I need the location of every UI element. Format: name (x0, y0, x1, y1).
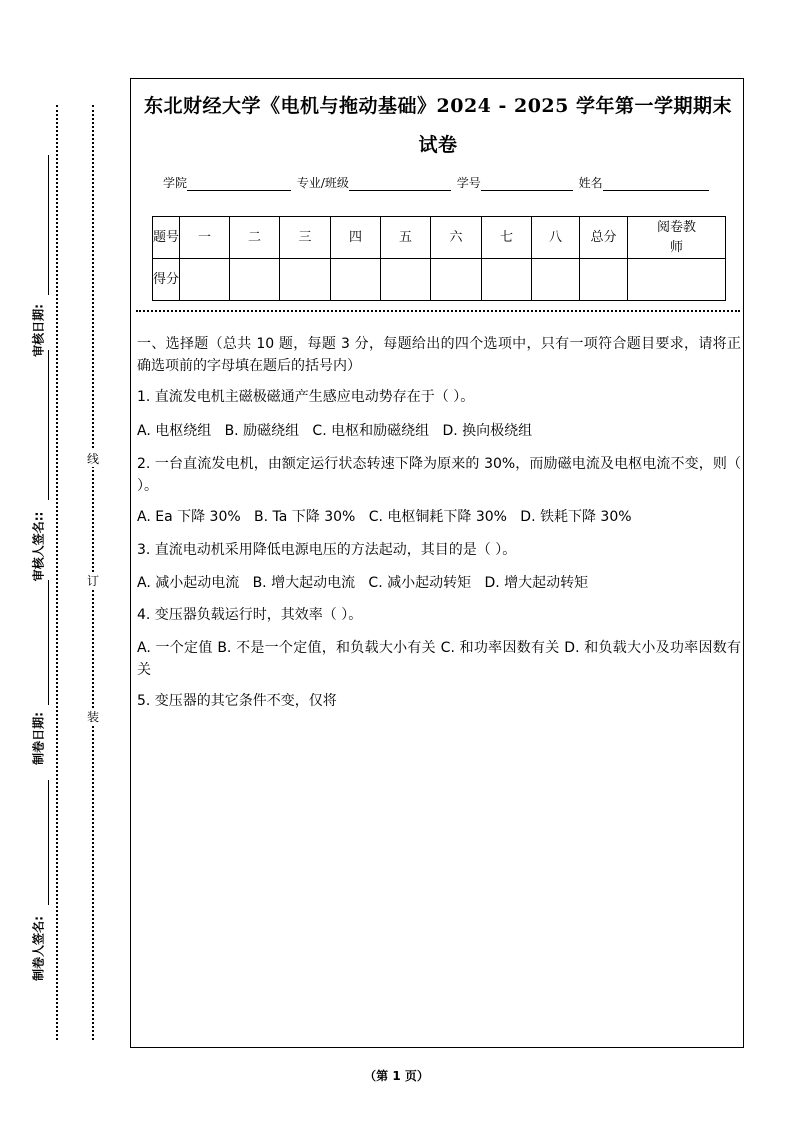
score-cell[interactable] (431, 259, 482, 301)
question-4-options: A. 一个定值 B. 不是一个定值，和负载大小有关 C. 和功率因数有关 D. 和负载大小及功率因数有关 (137, 640, 741, 678)
score-table-header-row (153, 217, 726, 259)
reviewer-signature-line (48, 350, 49, 500)
reviewer-signature-label: 审核人签名:: (31, 511, 46, 582)
review-date-line (48, 155, 49, 295)
question-3-options: A. 减小起动电流 B. 增大起动电流 C. 减小起动转矩 D. 增大起动转矩 (137, 575, 589, 591)
question-5-stem: 5. 变压器的其它条件不变，仅将 (137, 693, 337, 709)
score-table-header: 六 (431, 217, 482, 259)
question-2-stem: 2. 一台直流发电机，由额定运行状态转速下降为原来的 30%，而励磁电流及电枢电流不变，则（ ）。 (137, 456, 741, 494)
score-table-row-label: 题号 (153, 217, 180, 259)
score-cell[interactable] (628, 259, 726, 301)
name-blank[interactable] (603, 178, 709, 191)
score-cell[interactable] (532, 259, 580, 301)
compile-date-label: 制卷日期: (31, 712, 46, 765)
score-cell[interactable] (381, 259, 431, 301)
score-table-header: 二 (230, 217, 280, 259)
score-table-header: 阅卷教师 (628, 217, 726, 259)
question-3-stem: 3. 直流电动机采用降低电源电压的方法起动，其目的是（ ）。 (137, 542, 517, 558)
section-divider (136, 310, 740, 312)
score-cell[interactable] (331, 259, 381, 301)
compile-date-line (48, 580, 49, 705)
exam-frame (130, 78, 744, 1048)
bind-char: 装 (86, 710, 99, 724)
student-id-blank[interactable] (481, 178, 573, 191)
score-table-header: 三 (280, 217, 331, 259)
major-class-blank[interactable] (349, 178, 451, 191)
college-label: 学院 (163, 176, 188, 190)
compiler-signature-line (48, 780, 49, 905)
name-label: 姓名 (578, 176, 603, 190)
major-class-label: 专业/班级 (296, 176, 349, 190)
review-date-label: 审核日期: (31, 304, 46, 357)
score-cell[interactable] (230, 259, 280, 301)
score-table-header: 总分 (580, 217, 628, 259)
student-info-row (163, 174, 711, 191)
left-dotted-line (56, 105, 58, 1040)
exam-title-line2: 试卷 (418, 134, 458, 156)
score-table-header: 七 (482, 217, 532, 259)
score-table-header: 五 (381, 217, 431, 259)
score-table-header: 四 (331, 217, 381, 259)
exam-title-line1: 东北财经大学《电机与拖动基础》2024 - 2025 学年第一学期期末 (144, 95, 732, 117)
section1-heading: 一、选择题（总共 10 题，每题 3 分，每题给出的四个选项中，只有一项符合题目要求，请将正确选项前的字母填在题后的括号内） (137, 336, 741, 374)
order-char: 订 (86, 574, 99, 588)
score-table (152, 216, 726, 301)
score-cell[interactable] (180, 259, 230, 301)
score-cell[interactable] (482, 259, 532, 301)
question-1-stem: 1. 直流发电机主磁极磁通产生感应电动势存在于（ ）。 (137, 389, 475, 405)
student-id-label: 学号 (456, 176, 481, 190)
score-table-header: 八 (532, 217, 580, 259)
compiler-signature-label: 制卷人签名: (31, 916, 46, 981)
page-number: （第 1 页） (364, 1069, 429, 1083)
score-table-score-row (153, 259, 726, 301)
score-cell[interactable] (280, 259, 331, 301)
college-blank[interactable] (187, 178, 291, 191)
line-char: 线 (86, 452, 99, 466)
score-table-row-label: 得分 (153, 259, 180, 301)
question-1-options: A. 电枢绕组 B. 励磁绕组 C. 电枢和励磁绕组 D. 换向极绕组 (137, 423, 533, 439)
score-table-header: 一 (180, 217, 230, 259)
question-4-stem: 4. 变压器负载运行时，其效率（ ）。 (137, 607, 363, 623)
question-2-options: A. Ea 下降 30% B. Ta 下降 30% C. 电枢铜耗下降 30% D. 铁耗下降 30% (137, 509, 632, 525)
score-cell[interactable] (580, 259, 628, 301)
